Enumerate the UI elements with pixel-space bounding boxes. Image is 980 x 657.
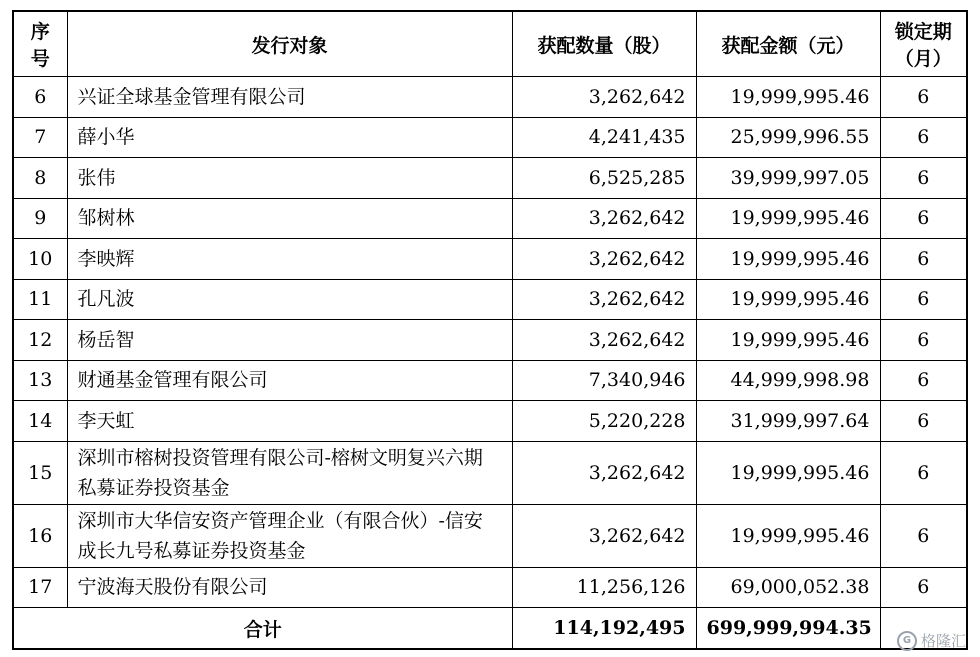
row-lock: 6 xyxy=(880,320,967,361)
row-name: 宁波海天股份有限公司 xyxy=(67,567,512,608)
row-amount: 19,999,995.46 xyxy=(696,279,880,320)
row-name: 兴证全球基金管理有限公司 xyxy=(67,77,512,118)
row-lock: 6 xyxy=(880,77,967,118)
table-row xyxy=(13,360,967,401)
row-no: 10 xyxy=(13,239,67,280)
table-row xyxy=(13,401,967,442)
row-amount: 19,999,995.46 xyxy=(696,239,880,280)
row-shares: 11,256,126 xyxy=(512,567,696,608)
watermark-logo-icon: G xyxy=(897,631,917,651)
table-row xyxy=(13,567,967,608)
row-shares: 3,262,642 xyxy=(512,320,696,361)
row-amount: 39,999,997.05 xyxy=(696,158,880,199)
header-lock: 锁定期（月） xyxy=(880,11,967,77)
table-row xyxy=(13,158,967,199)
row-shares: 4,241,435 xyxy=(512,117,696,158)
total-row xyxy=(13,608,967,650)
row-amount: 25,999,996.55 xyxy=(696,117,880,158)
row-lock: 6 xyxy=(880,360,967,401)
row-lock: 6 xyxy=(880,279,967,320)
row-no: 12 xyxy=(13,320,67,361)
row-no: 8 xyxy=(13,158,67,199)
row-amount: 19,999,995.46 xyxy=(696,77,880,118)
row-shares: 3,262,642 xyxy=(512,198,696,239)
header-no: 序号 xyxy=(13,11,67,77)
row-shares: 3,262,642 xyxy=(512,504,696,567)
watermark-text: 格隆汇 xyxy=(920,632,966,650)
table-row xyxy=(13,504,967,567)
row-name: 孔凡波 xyxy=(67,279,512,320)
row-lock: 6 xyxy=(880,401,967,442)
row-no: 7 xyxy=(13,117,67,158)
row-no: 17 xyxy=(13,567,67,608)
row-no: 13 xyxy=(13,360,67,401)
row-amount: 19,999,995.46 xyxy=(696,320,880,361)
row-no: 6 xyxy=(13,77,67,118)
row-lock: 6 xyxy=(880,567,967,608)
row-no: 14 xyxy=(13,401,67,442)
total-amount: 699,999,994.35 xyxy=(696,608,880,650)
table-header-row xyxy=(13,11,967,77)
table-row xyxy=(13,320,967,361)
row-shares: 6,525,285 xyxy=(512,158,696,199)
row-no: 16 xyxy=(13,504,67,567)
row-name: 杨岳智 xyxy=(67,320,512,361)
row-name: 李天虹 xyxy=(67,401,512,442)
row-name: 张伟 xyxy=(67,158,512,199)
row-shares: 5,220,228 xyxy=(512,401,696,442)
row-amount: 19,999,995.46 xyxy=(696,504,880,567)
row-lock: 6 xyxy=(880,239,967,280)
watermark xyxy=(897,630,966,651)
row-name: 深圳市大华信安资产管理企业（有限合伙）-信安成长九号私募证券投资基金 xyxy=(67,504,512,567)
row-shares: 3,262,642 xyxy=(512,441,696,504)
table-row xyxy=(13,117,967,158)
table-row xyxy=(13,77,967,118)
row-name: 邹树林 xyxy=(67,198,512,239)
row-amount: 69,000,052.38 xyxy=(696,567,880,608)
row-shares: 7,340,946 xyxy=(512,360,696,401)
table-row xyxy=(13,441,967,504)
total-shares: 114,192,495 xyxy=(512,608,696,650)
row-amount: 44,999,998.98 xyxy=(696,360,880,401)
table-row xyxy=(13,198,967,239)
row-no: 9 xyxy=(13,198,67,239)
row-shares: 3,262,642 xyxy=(512,239,696,280)
row-no: 15 xyxy=(13,441,67,504)
row-amount: 19,999,995.46 xyxy=(696,441,880,504)
header-name: 发行对象 xyxy=(67,11,512,77)
row-lock: 6 xyxy=(880,504,967,567)
row-lock: 6 xyxy=(880,117,967,158)
row-name: 薛小华 xyxy=(67,117,512,158)
row-lock: 6 xyxy=(880,158,967,199)
table-row xyxy=(13,239,967,280)
row-lock: 6 xyxy=(880,441,967,504)
row-name: 李映辉 xyxy=(67,239,512,280)
row-amount: 19,999,995.46 xyxy=(696,198,880,239)
row-name: 财通基金管理有限公司 xyxy=(67,360,512,401)
header-shares: 获配数量（股） xyxy=(512,11,696,77)
row-shares: 3,262,642 xyxy=(512,279,696,320)
row-lock: 6 xyxy=(880,198,967,239)
table-body xyxy=(13,77,967,608)
row-no: 11 xyxy=(13,279,67,320)
row-amount: 31,999,997.64 xyxy=(696,401,880,442)
allocation-table xyxy=(12,10,968,650)
row-name: 深圳市榕树投资管理有限公司-榕树文明复兴六期私募证券投资基金 xyxy=(67,441,512,504)
row-shares: 3,262,642 xyxy=(512,77,696,118)
table-row xyxy=(13,279,967,320)
header-amount: 获配金额（元） xyxy=(696,11,880,77)
total-label: 合计 xyxy=(13,608,512,650)
